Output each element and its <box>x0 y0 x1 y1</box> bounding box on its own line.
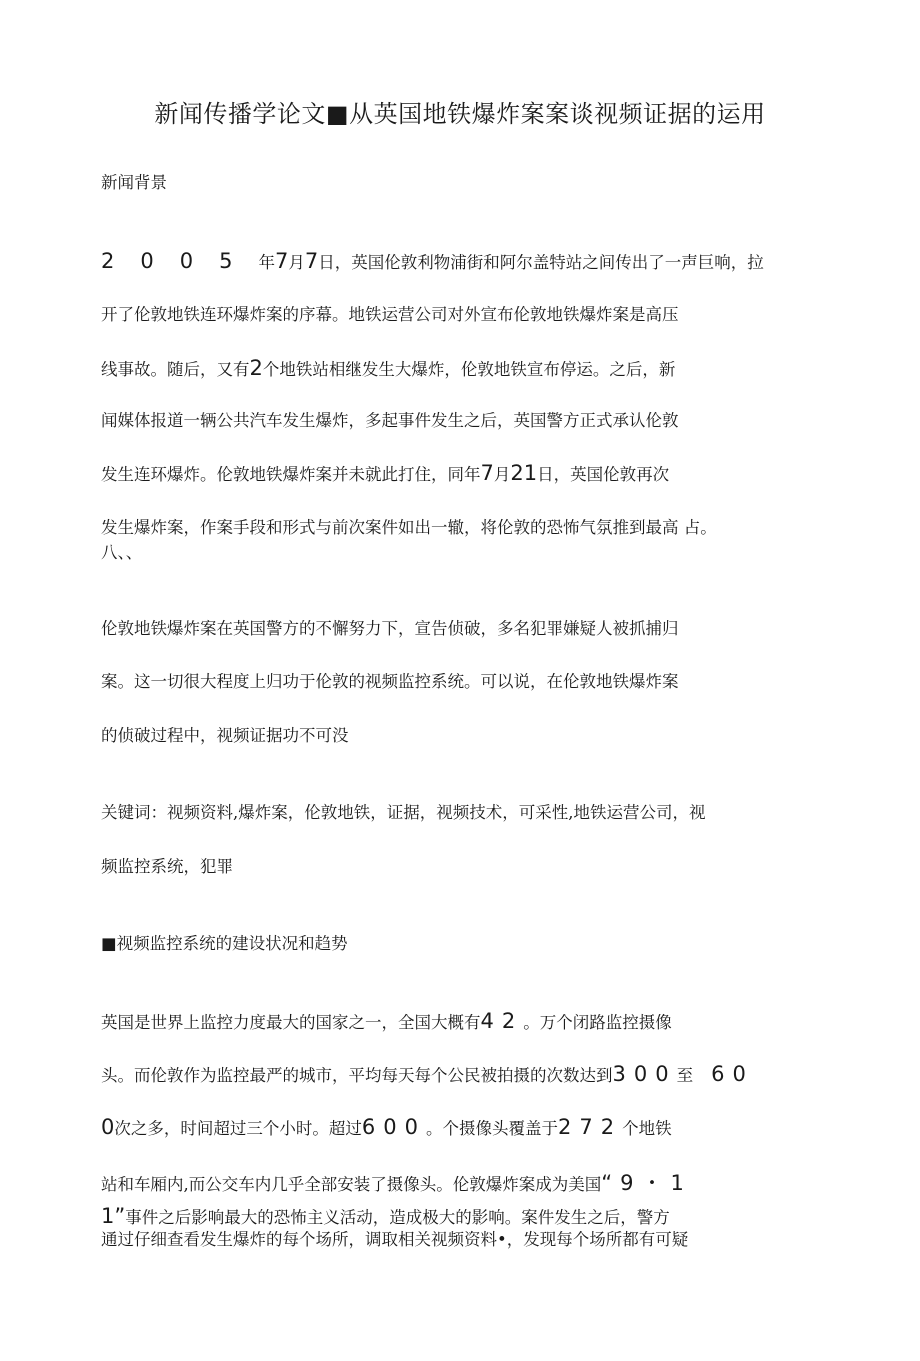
section-heading-cctv: ■视频监控系统的建设状况和趋势 <box>101 934 348 953</box>
paragraph-3-line-2: 头。而伦敦作为监控最严的城市，平均每天每个公民被拍摄的次数达到300至 60 <box>101 1062 754 1086</box>
paragraph-1-line-2: 开了伦敦地铁连环爆炸案的序幕。地铁运营公司对外宣布伦敦地铁爆炸案是高压 <box>101 305 679 324</box>
paragraph-1-line-7: 八、、 <box>101 543 143 562</box>
paragraph-1-line-3: 线事故。随后，又有2个地铁站相继发生大爆炸，伦敦地铁宣布停运。之后，新 <box>101 356 676 380</box>
keywords-line-2: 频监控系统，犯罪 <box>101 857 233 876</box>
paragraph-1-line-6: 发生爆炸案，作案手段和形式与前次案件如出一辙，将伦敦的恐怖气氛推到最高 占。 <box>101 518 717 537</box>
paragraph-2-line-1: 伦敦地铁爆炸案在英国警方的不懈努力下，宣告侦破，多名犯罪嫌疑人被抓捕归 <box>101 619 679 638</box>
paragraph-3-line-5: 1”事件之后影响最大的恐怖主义活动，造成极大的影响。案件发生之后，警方 <box>101 1204 670 1228</box>
year-number: 2005 <box>101 249 259 273</box>
paragraph-2-line-3: 的侦破过程中，视频证据功不可没 <box>101 726 349 745</box>
paragraph-2-line-2: 案。这一切很大程度上归功于伦敦的视频监控系统。可以说，在伦敦地铁爆炸案 <box>101 672 679 691</box>
paragraph-1-line-1: 2005年7月7日，英国伦敦利物浦街和阿尔盖特站之间传出了一声巨响，拉 <box>101 249 764 273</box>
paragraph-3-line-4: 站和车厢内,而公交车内几乎全部安装了摄像头。伦敦爆炸案成为美国“9・1 <box>101 1171 692 1195</box>
document-title: 新闻传播学论文■从英国地铁爆炸案案谈视频证据的运用 <box>154 100 766 128</box>
paragraph-3-line-1: 英国是世界上监控力度最大的国家之一，全国大概有42。万个闭路监控摄像 <box>101 1009 672 1033</box>
paragraph-3-line-6: 通过仔细查看发生爆炸的每个场所，调取相关视频资料•，发现每个场所都有可疑 <box>101 1230 689 1249</box>
keywords-line-1: 关键词：视频资料,爆炸案，伦敦地铁，证据，视频技术，可采性,地铁运营公司，视 <box>101 803 706 822</box>
paragraph-1-line-5: 发生连环爆炸。伦敦地铁爆炸案并未就此打住，同年7月21日，英国伦敦再次 <box>101 461 670 485</box>
paragraph-1-line-4: 闻媒体报道一辆公共汽车发生爆炸，多起事件发生之后，英国警方正式承认伦敦 <box>101 411 679 430</box>
section-heading-news-background: 新闻背景 <box>101 173 167 192</box>
paragraph-3-line-3: 0次之多，时间超过三个小时。超过600。个摄像头覆盖于272个地铁 <box>101 1115 672 1139</box>
